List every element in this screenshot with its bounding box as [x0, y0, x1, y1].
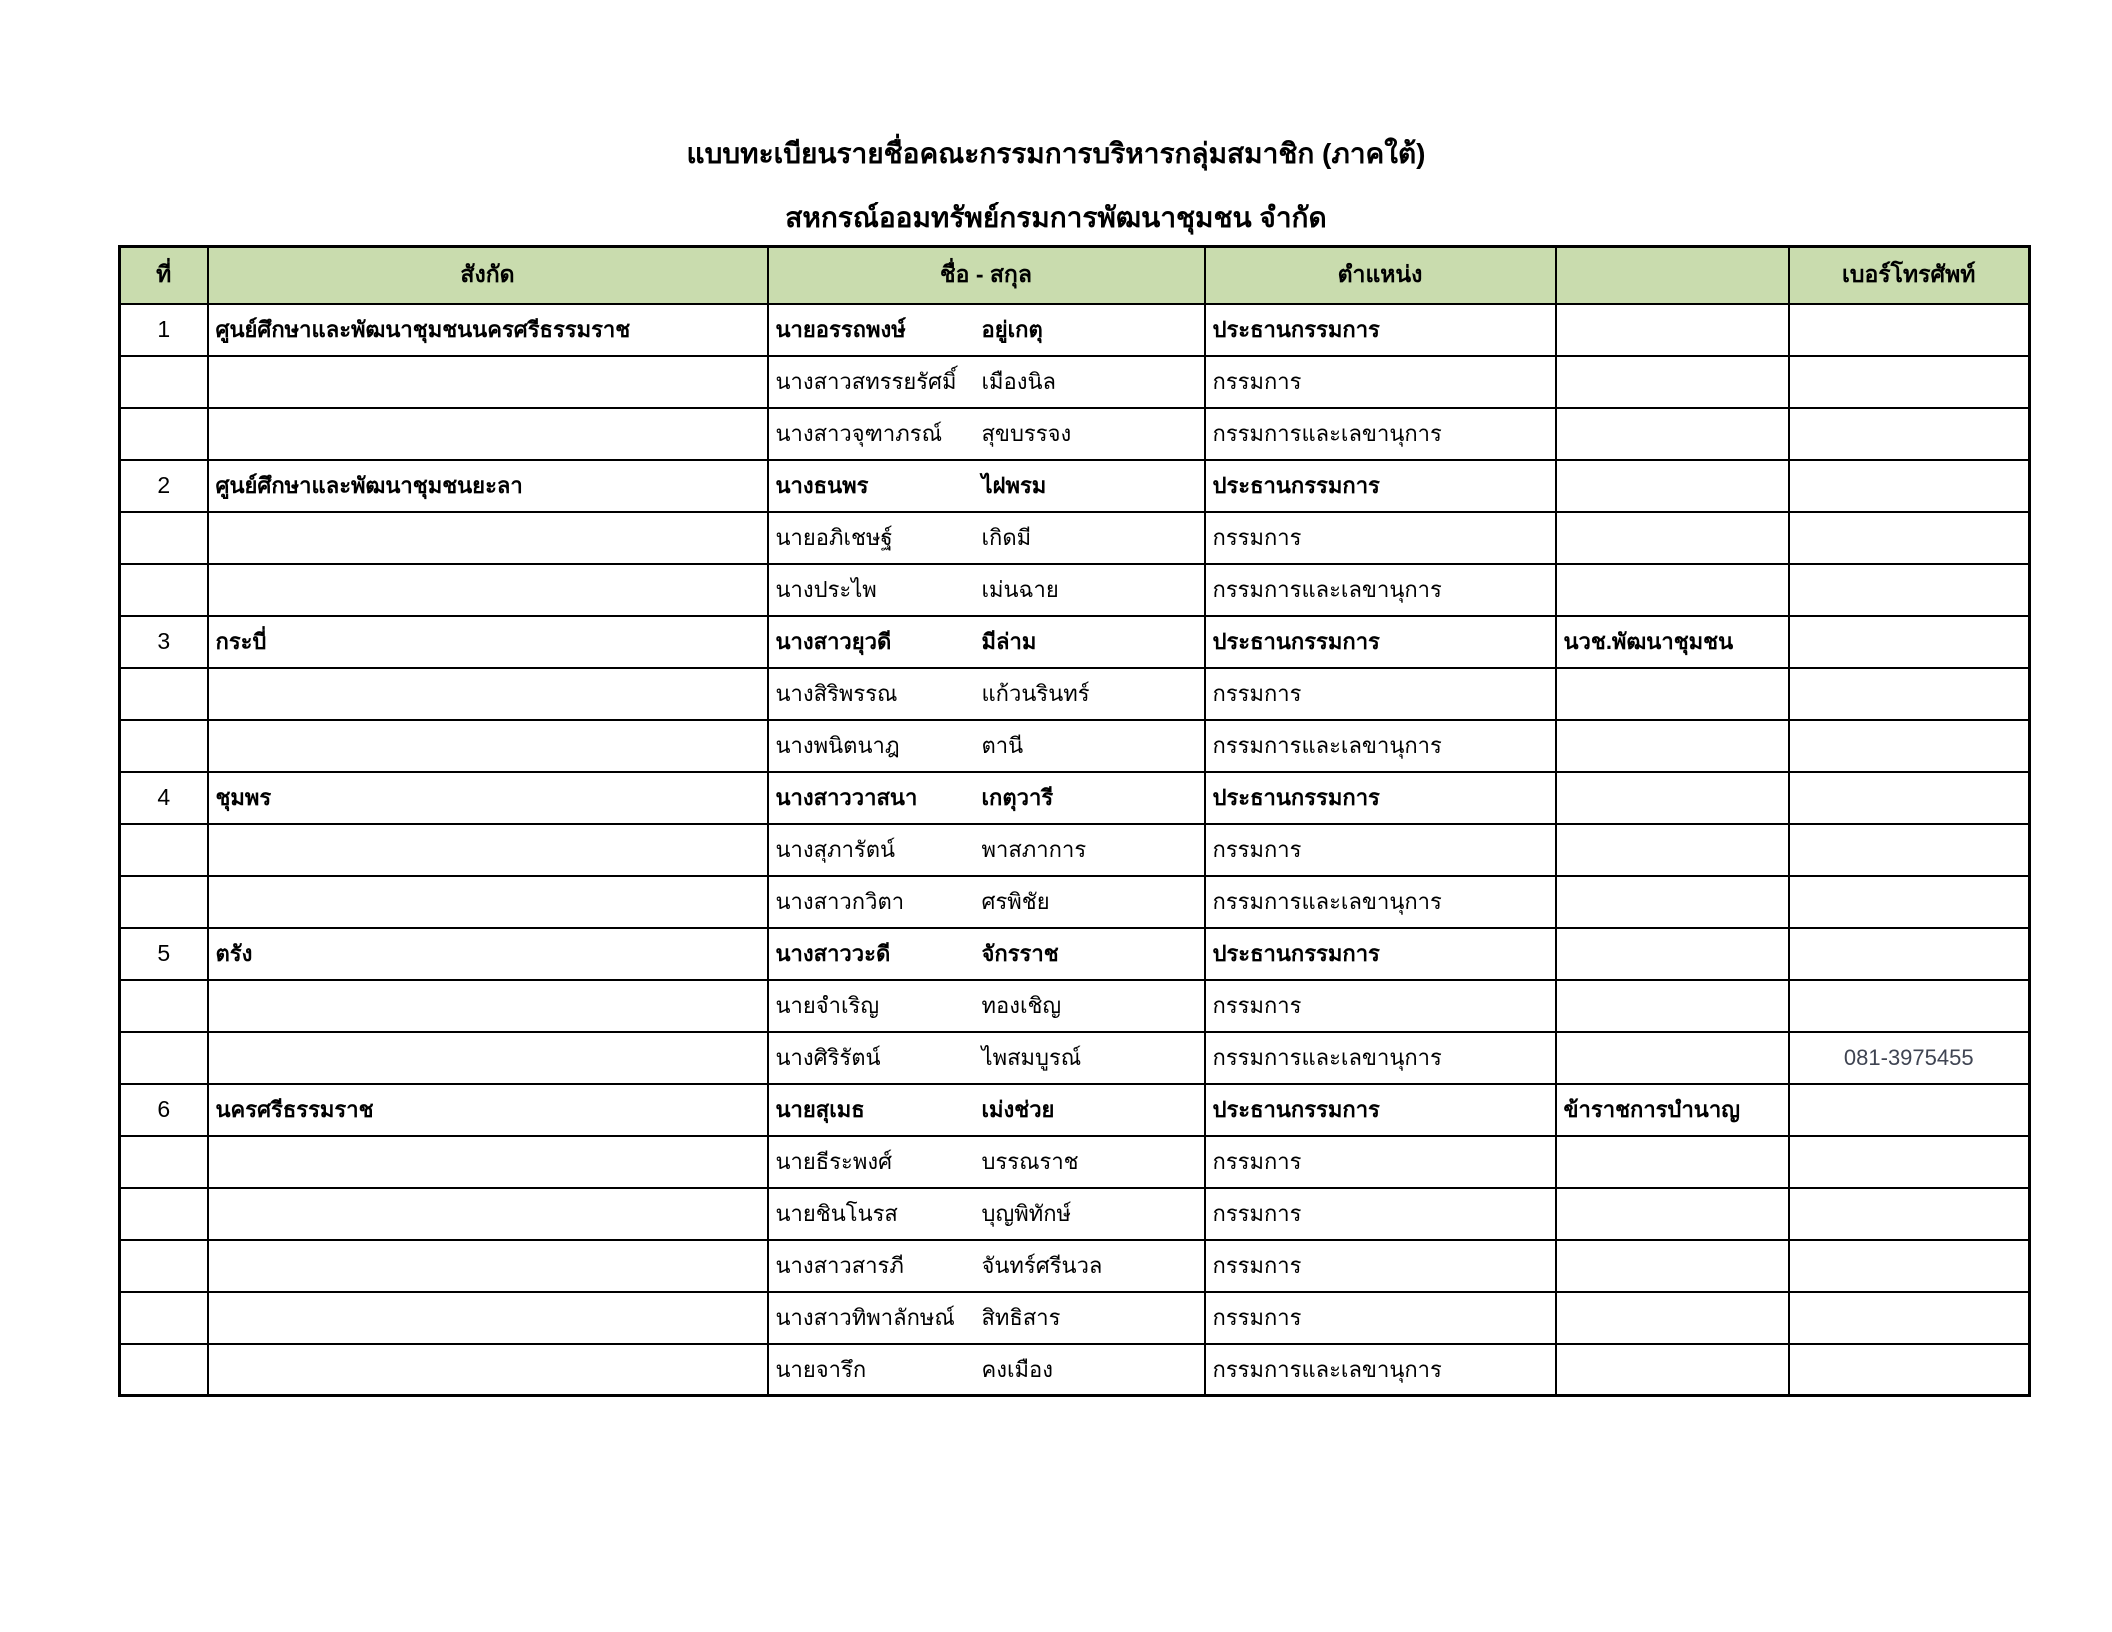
- last-name: ตานี: [981, 733, 1024, 758]
- committee-table: [118, 245, 2031, 1397]
- last-name: อยู่เกตุ: [981, 317, 1043, 342]
- first-name: นางสาวทิพาลักษณ์: [775, 1305, 955, 1330]
- first-name: นางพนิตนาฎ: [775, 733, 900, 758]
- table-row: [120, 824, 2030, 876]
- cell-phone: 081-3975455: [1789, 1032, 2030, 1084]
- cell-phone: [1789, 408, 2030, 460]
- cell-no: [120, 720, 208, 772]
- first-name: นายอรรถพงษ์: [775, 317, 906, 342]
- cell-name: [768, 616, 1205, 668]
- cell-name: [768, 304, 1205, 356]
- header-affiliation: สังกัด: [208, 247, 768, 304]
- first-name: นางสุภารัตน์: [775, 837, 896, 862]
- name-wrap: [769, 676, 1204, 711]
- cell-name: [768, 1084, 1205, 1136]
- cell-position: กรรมการและเลขานุการ: [1205, 1344, 1556, 1396]
- cell-phone: [1789, 304, 2030, 356]
- cell-no: [120, 876, 208, 928]
- first-name: นายอภิเชษฐ์: [775, 525, 893, 550]
- cell-phone: [1789, 720, 2030, 772]
- page-subtitle: สหกรณ์ออมทรัพย์กรมการพัฒนาชุมชน จำกัด: [785, 202, 1327, 233]
- name-wrap: [769, 988, 1204, 1023]
- cell-affiliation: [208, 512, 768, 564]
- cell-position: กรรมการ: [1205, 1136, 1556, 1188]
- cell-phone: [1789, 928, 2030, 980]
- cell-no: 5: [120, 928, 208, 980]
- cell-no: [120, 1136, 208, 1188]
- cell-affiliation: [208, 1344, 768, 1396]
- table-row: [120, 408, 2030, 460]
- cell-name: [768, 928, 1205, 980]
- table-row: [120, 1188, 2030, 1240]
- cell-name: [768, 720, 1205, 772]
- cell-note: [1556, 1032, 1789, 1084]
- cell-position: กรรมการ: [1205, 668, 1556, 720]
- first-name: นางสาวสารภี: [775, 1253, 904, 1278]
- cell-position: ประธานกรรมการ: [1205, 772, 1556, 824]
- table-row: [120, 1084, 2030, 1136]
- table-row: [120, 356, 2030, 408]
- cell-phone: [1789, 876, 2030, 928]
- cell-affiliation: [208, 1032, 768, 1084]
- header-note: [1556, 247, 1789, 304]
- cell-affiliation: กระบี่: [208, 616, 768, 668]
- first-name: นายสุเมธ: [775, 1097, 865, 1122]
- name-wrap: [769, 468, 1204, 503]
- table-row: [120, 668, 2030, 720]
- header-row: [120, 247, 2030, 304]
- cell-no: [120, 1344, 208, 1396]
- cell-note: [1556, 876, 1789, 928]
- cell-name: [768, 1032, 1205, 1084]
- table-row: [120, 876, 2030, 928]
- cell-name: [768, 1240, 1205, 1292]
- cell-note: [1556, 304, 1789, 356]
- cell-position: กรรมการและเลขานุการ: [1205, 1032, 1556, 1084]
- first-name: นางสาววะดี: [775, 941, 891, 966]
- name-wrap: [769, 832, 1204, 867]
- cell-position: กรรมการและเลขานุการ: [1205, 564, 1556, 616]
- cell-name: [768, 824, 1205, 876]
- last-name: สุขบรรจง: [981, 421, 1072, 446]
- cell-affiliation: [208, 408, 768, 460]
- name-wrap: [769, 884, 1204, 919]
- name-wrap: [769, 572, 1204, 607]
- cell-no: [120, 408, 208, 460]
- name-wrap: [769, 780, 1204, 815]
- cell-affiliation: ศูนย์ศึกษาและพัฒนาชุมชนยะลา: [208, 460, 768, 512]
- cell-position: กรรมการและเลขานุการ: [1205, 876, 1556, 928]
- last-name: สิทธิสาร: [981, 1305, 1061, 1330]
- name-wrap: [769, 1352, 1204, 1387]
- header-name: ชื่อ - สกุล: [768, 247, 1205, 304]
- cell-note: [1556, 356, 1789, 408]
- table-row: [120, 1240, 2030, 1292]
- cell-note: [1556, 460, 1789, 512]
- cell-phone: [1789, 460, 2030, 512]
- cell-note: [1556, 1188, 1789, 1240]
- cell-affiliation: [208, 980, 768, 1032]
- cell-no: [120, 824, 208, 876]
- name-wrap: [769, 936, 1204, 971]
- cell-phone: [1789, 512, 2030, 564]
- cell-no: 3: [120, 616, 208, 668]
- last-name: เม่งช่วย: [981, 1097, 1055, 1122]
- name-wrap: [769, 312, 1204, 347]
- last-name: ไพสมบูรณ์: [981, 1045, 1082, 1070]
- cell-name: [768, 668, 1205, 720]
- cell-affiliation: [208, 720, 768, 772]
- first-name: นางศิริรัตน์: [775, 1045, 881, 1070]
- name-wrap: [769, 1144, 1204, 1179]
- last-name: เมืองนิล: [981, 369, 1056, 394]
- cell-phone: [1789, 1344, 2030, 1396]
- last-name: จักรราช: [981, 941, 1059, 966]
- last-name: จันทร์ศรีนวล: [981, 1253, 1103, 1278]
- cell-no: 4: [120, 772, 208, 824]
- name-wrap: [769, 1248, 1204, 1283]
- cell-position: กรรมการ: [1205, 1188, 1556, 1240]
- cell-name: [768, 876, 1205, 928]
- cell-note: นวช.พัฒนาชุมชน: [1556, 616, 1789, 668]
- cell-name: [768, 772, 1205, 824]
- cell-name: [768, 356, 1205, 408]
- last-name: เกตุวารี: [981, 785, 1054, 810]
- cell-note: [1556, 668, 1789, 720]
- last-name: ศรพิชัย: [981, 889, 1050, 914]
- cell-no: 1: [120, 304, 208, 356]
- cell-position: กรรมการ: [1205, 1292, 1556, 1344]
- name-wrap: [769, 1092, 1204, 1127]
- last-name: คงเมือง: [981, 1356, 1053, 1382]
- table-row: [120, 616, 2030, 668]
- cell-note: [1556, 512, 1789, 564]
- cell-name: [768, 1292, 1205, 1344]
- cell-note: [1556, 824, 1789, 876]
- table-row: [120, 512, 2030, 564]
- first-name: นางธนพร: [775, 473, 869, 498]
- cell-phone: [1789, 772, 2030, 824]
- last-name: พาสภาการ: [981, 837, 1087, 862]
- cell-note: [1556, 564, 1789, 616]
- cell-position: ประธานกรรมการ: [1205, 616, 1556, 668]
- cell-name: [768, 1344, 1205, 1396]
- table-row: [120, 460, 2030, 512]
- name-wrap: [769, 520, 1204, 555]
- cell-affiliation: ชุมพร: [208, 772, 768, 824]
- cell-no: [120, 1032, 208, 1084]
- first-name: นางสิริพรรณ: [775, 681, 898, 706]
- last-name: บรรณราช: [981, 1149, 1079, 1174]
- cell-no: [120, 1188, 208, 1240]
- cell-affiliation: [208, 356, 768, 408]
- cell-position: ประธานกรรมการ: [1205, 1084, 1556, 1136]
- cell-name: [768, 564, 1205, 616]
- name-wrap: [769, 364, 1204, 399]
- cell-no: [120, 668, 208, 720]
- cell-position: กรรมการ: [1205, 512, 1556, 564]
- cell-no: [120, 1240, 208, 1292]
- cell-affiliation: [208, 1240, 768, 1292]
- cell-no: [120, 1292, 208, 1344]
- cell-name: [768, 1188, 1205, 1240]
- cell-position: ประธานกรรมการ: [1205, 928, 1556, 980]
- cell-phone: [1789, 1240, 2030, 1292]
- cell-affiliation: [208, 876, 768, 928]
- cell-no: 6: [120, 1084, 208, 1136]
- name-wrap: [769, 728, 1204, 763]
- cell-affiliation: ศูนย์ศึกษาและพัฒนาชุมชนนครศรีธรรมราช: [208, 304, 768, 356]
- cell-note: [1556, 1136, 1789, 1188]
- cell-position: กรรมการ: [1205, 980, 1556, 1032]
- table-row: [120, 928, 2030, 980]
- first-name: นายธีระพงศ์: [775, 1149, 893, 1174]
- first-name: นางสาวยุวดี: [775, 629, 892, 654]
- last-name: บุญพิทักษ์: [981, 1201, 1072, 1226]
- cell-position: ประธานกรรมการ: [1205, 460, 1556, 512]
- cell-position: กรรมการ: [1205, 356, 1556, 408]
- table-row: [120, 304, 2030, 356]
- first-name: นางสาวสทรรยรัศมิ์: [775, 369, 957, 394]
- table-row: [120, 720, 2030, 772]
- cell-affiliation: นครศรีธรรมราช: [208, 1084, 768, 1136]
- first-name: นายชินโนรส: [775, 1201, 898, 1226]
- last-name: ไฝพรม: [981, 473, 1047, 498]
- cell-phone: [1789, 668, 2030, 720]
- cell-phone: [1789, 616, 2030, 668]
- cell-no: [120, 980, 208, 1032]
- header-phone: เบอร์โทรศัพท์: [1789, 247, 2030, 304]
- cell-affiliation: [208, 824, 768, 876]
- name-wrap: [769, 416, 1204, 451]
- table-header: [120, 247, 2030, 304]
- cell-note: ข้าราชการบำนาญ: [1556, 1084, 1789, 1136]
- first-name: นายจารึก: [775, 1356, 867, 1382]
- cell-name: [768, 1136, 1205, 1188]
- cell-no: [120, 564, 208, 616]
- cell-affiliation: [208, 564, 768, 616]
- page-title: แบบทะเบียนรายชื่อคณะกรรมการบริหารกลุ่มสมาชิก (ภาคใต้): [686, 138, 1426, 169]
- cell-note: [1556, 408, 1789, 460]
- name-wrap: [769, 1040, 1204, 1075]
- cell-name: [768, 408, 1205, 460]
- table-row: [120, 1292, 2030, 1344]
- cell-affiliation: [208, 1136, 768, 1188]
- table-row: [120, 1032, 2030, 1084]
- cell-no: [120, 356, 208, 408]
- header-no: ที่: [120, 247, 208, 304]
- cell-note: [1556, 1240, 1789, 1292]
- header-position: ตำแหน่ง: [1205, 247, 1556, 304]
- last-name: เม่นฉาย: [981, 577, 1059, 602]
- cell-phone: [1789, 1292, 2030, 1344]
- cell-phone: [1789, 824, 2030, 876]
- cell-phone: [1789, 1188, 2030, 1240]
- table-row: [120, 772, 2030, 824]
- last-name: มีล่าม: [981, 629, 1037, 654]
- first-name: นางสาวกวิตา: [775, 889, 905, 914]
- name-wrap: [769, 1300, 1204, 1335]
- cell-affiliation: [208, 1188, 768, 1240]
- cell-name: [768, 460, 1205, 512]
- cell-position: กรรมการ: [1205, 1240, 1556, 1292]
- cell-phone: [1789, 356, 2030, 408]
- cell-phone: [1789, 1136, 2030, 1188]
- last-name: ทองเชิญ: [981, 993, 1062, 1018]
- name-wrap: [769, 1196, 1204, 1231]
- cell-position: กรรมการและเลขานุการ: [1205, 408, 1556, 460]
- table-body: [120, 304, 2030, 1396]
- name-wrap: [769, 624, 1204, 659]
- cell-affiliation: [208, 668, 768, 720]
- cell-no: 2: [120, 460, 208, 512]
- table-row: [120, 564, 2030, 616]
- cell-note: [1556, 1344, 1789, 1396]
- first-name: นายจำเริญ: [775, 993, 880, 1018]
- cell-position: ประธานกรรมการ: [1205, 304, 1556, 356]
- cell-affiliation: ตรัง: [208, 928, 768, 980]
- cell-phone: [1789, 1084, 2030, 1136]
- first-name: นางสาวจุฑาภรณ์: [775, 421, 943, 446]
- table-row: [120, 1344, 2030, 1396]
- cell-note: [1556, 980, 1789, 1032]
- last-name: แก้วนรินทร์: [981, 681, 1090, 706]
- cell-position: กรรมการและเลขานุการ: [1205, 720, 1556, 772]
- table-row: [120, 1136, 2030, 1188]
- table-row: [120, 980, 2030, 1032]
- cell-name: [768, 512, 1205, 564]
- last-name: เกิดมี: [981, 525, 1032, 550]
- cell-position: กรรมการ: [1205, 824, 1556, 876]
- cell-phone: [1789, 564, 2030, 616]
- first-name: นางประไพ: [775, 577, 877, 602]
- cell-note: [1556, 720, 1789, 772]
- first-name: นางสาววาสนา: [775, 785, 918, 810]
- cell-name: [768, 980, 1205, 1032]
- cell-note: [1556, 928, 1789, 980]
- cell-phone: [1789, 980, 2030, 1032]
- cell-note: [1556, 772, 1789, 824]
- cell-no: [120, 512, 208, 564]
- cell-affiliation: [208, 1292, 768, 1344]
- cell-note: [1556, 1292, 1789, 1344]
